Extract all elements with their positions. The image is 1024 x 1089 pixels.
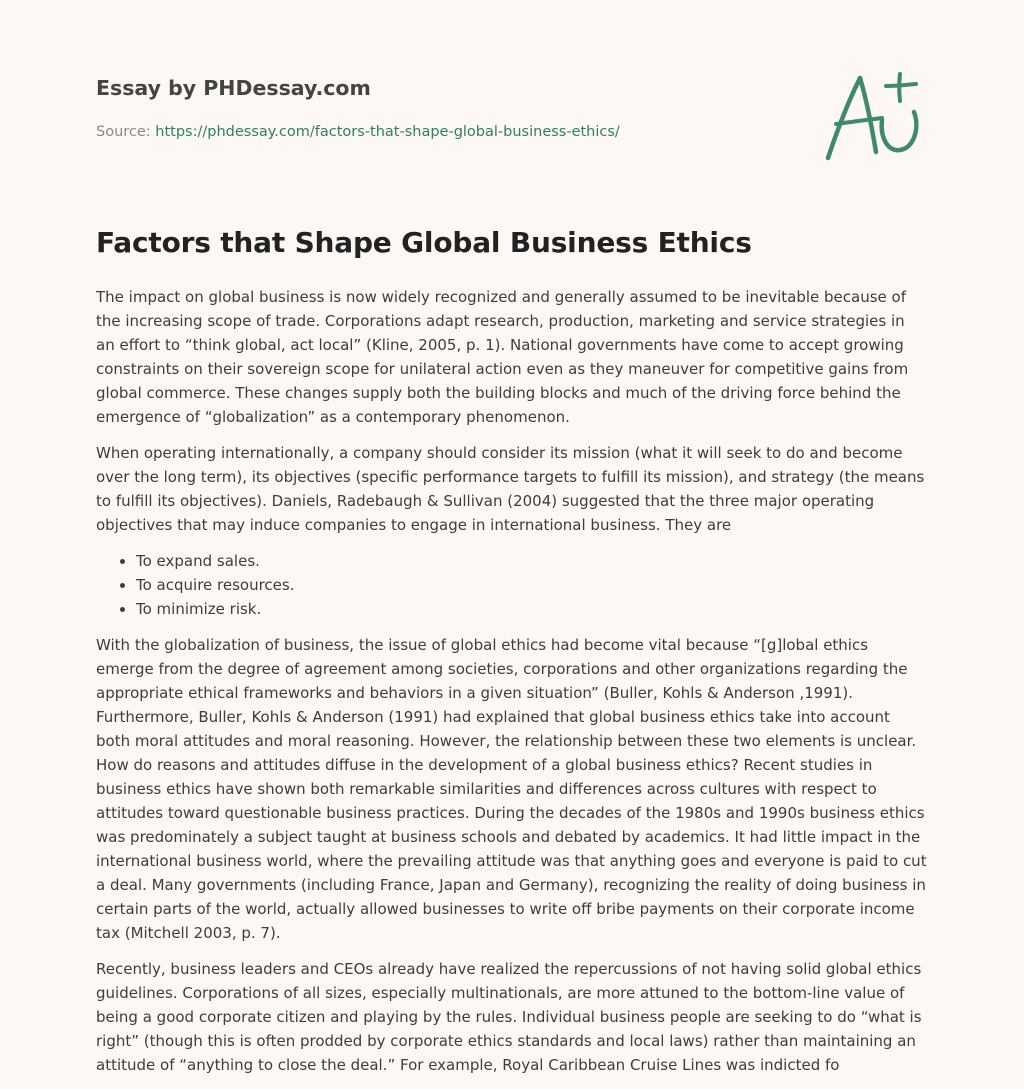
article-body — [96, 285, 928, 1089]
objectives-list — [96, 549, 928, 621]
source-link[interactable]: https://phdessay.com/factors-that-shape-global-business-ethics/ — [155, 124, 620, 140]
paragraph: With the globalization of business, the issue of global ethics had become vital because “[g]lobal ethics emerge from the degree of agreement among societies, corporations and other organizations regarding the appropriate ethical frameworks and behaviors in a given situation” (Buller, Kohls & Anderson ,1991). Furthermore, Buller, Kohls & Anderson (1991) had explained that global business ethics take into account both moral attitudes and moral reasoning. However, the relationship between these two elements is unclear. How do reasons and attitudes diffuse in the development of a global business ethics? Recent studies in business ethics have shown both remarkable similarities and differences across cultures with respect to attitudes toward questionable business practices. During the decades of the 1980s and 1990s business ethics was predominately a subject taught at business schools and debated by academics. It had little impact in the international business world, where the prevailing attitude was that anything goes and everyone is paid to cut a deal. Many governments (including France, Japan and Germany), recognizing the reality of doing business in certain parts of the world, actually allowed businesses to write off bribe payments on their corporate income tax (Mitchell 2003, p. 7). — [96, 636, 927, 942]
paragraph: The impact on global business is now widely recognized and generally assumed to be inevitable because of the increasing scope of trade. Corporations adapt research, production, marketing and service strategies in an effort to “think global, act local” (Kline, 2005, p. 1). National governments have come to accept growing constraints on their sovereign scope for unilateral action even as they maneuver for competitive gains from global commerce. These changes supply both the building blocks and much of the driving force behind the emergence of “globalization” as a contemporary phenomenon. — [96, 288, 909, 426]
paragraph: When operating internationally, a company should consider its mission (what it will seek to do and become over the long term), its objectives (specific performance targets to fulfill its mission), and strategy (the means to fulfill its objectives). Daniels, Radebaugh & Sullivan (2004) suggested that the three major operating objectives that may induce companies to engage in international business. They are — [96, 444, 925, 534]
paragraph: Recently, business leaders and CEOs already have realized the repercussions of not having solid global ethics guidelines. Corporations of all sizes, especially multinationals, are more attuned to the bottom-line value of being a good corporate citizen and playing by the rules. Individual business people are seeking to do “what is right” (though this is often prodded by corporate ethics standards and local laws) rather than maintaining an attitude of “anything to close the deal.” For example, Royal Caribbean Cruise Lines was indicted fo — [96, 960, 922, 1074]
a-plus-grade-icon — [822, 68, 926, 164]
page-title: Factors that Shape Global Business Ethics — [96, 226, 752, 259]
list-item: • To acquire resources. — [136, 573, 928, 597]
list-item: • To expand sales. — [136, 549, 928, 573]
source-label: Source: — [96, 124, 156, 140]
source-line — [96, 124, 620, 140]
brand-heading: Essay by PHDessay.com — [96, 76, 371, 100]
list-item: • To minimize risk. — [136, 597, 928, 621]
